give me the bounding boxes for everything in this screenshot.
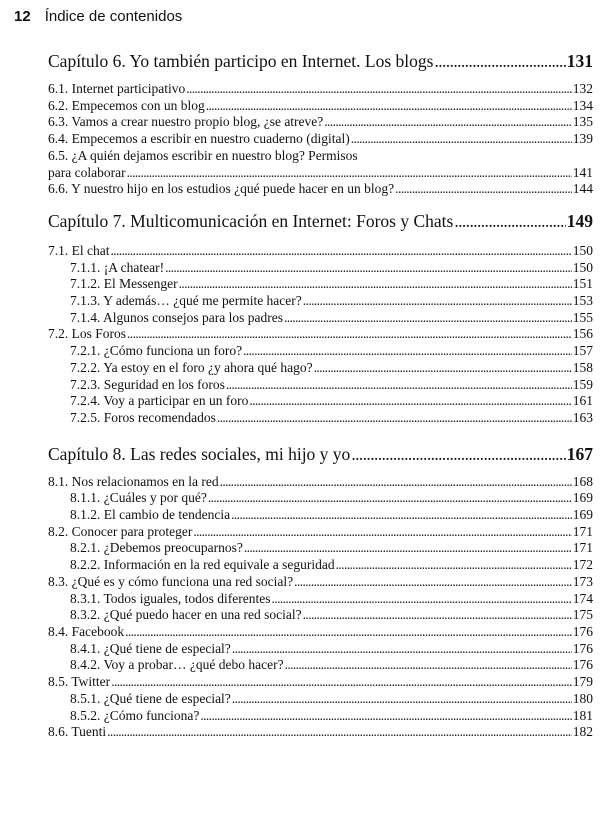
toc-subentry	[48, 343, 593, 360]
chapter-page: 149	[566, 210, 593, 231]
toc-subentry	[48, 708, 593, 725]
toc-entry-multiline	[48, 148, 593, 181]
entry-title: 7.1.2. El Messenger	[70, 276, 178, 292]
toc-subentry	[48, 260, 593, 277]
entry-page: 156	[572, 326, 593, 342]
dot-leader	[249, 393, 571, 410]
toc-entry	[48, 243, 593, 260]
running-header	[14, 8, 182, 32]
dot-leader	[324, 114, 571, 131]
toc-entry	[48, 624, 593, 641]
entry-page: 158	[572, 359, 593, 375]
entry-title: 8.5.1. ¿Qué tiene de especial?	[70, 690, 231, 706]
dot-leader	[110, 243, 571, 260]
entry-title: 7.1.1. ¡A chatear!	[70, 259, 165, 275]
toc-subentry	[48, 377, 593, 394]
entry-title: 7.2.3. Seguridad en los foros	[70, 376, 225, 392]
toc-entry	[48, 81, 593, 98]
entry-page: 176	[572, 657, 593, 673]
entry-title: 8.1.2. El cambio de tendencia	[70, 507, 231, 523]
toc-entry	[48, 98, 593, 115]
entry-title: 8.3.1. Todos iguales, todos diferentes	[70, 590, 271, 606]
chapter-heading	[48, 443, 593, 465]
toc-subentry	[48, 691, 593, 708]
entry-title: 7.2.5. Foros recomendados	[70, 409, 216, 425]
dot-leader	[434, 50, 565, 72]
entry-page: 182	[572, 724, 593, 740]
entry-page: 176	[572, 640, 593, 656]
entry-page: 179	[572, 674, 593, 690]
toc-subentry	[48, 641, 593, 658]
entry-page: 169	[572, 507, 593, 523]
toc-entry	[48, 114, 593, 131]
page-number: 12	[14, 8, 31, 25]
entry-page: 150	[572, 259, 593, 275]
dot-leader	[127, 326, 572, 343]
entry-title: 8.5. Twitter	[48, 674, 111, 690]
dot-leader	[244, 540, 572, 557]
toc-subentry	[48, 557, 593, 574]
entry-page: 151	[572, 276, 593, 292]
entry-page: 176	[572, 623, 593, 639]
toc-entry	[48, 674, 593, 691]
dot-leader	[200, 708, 571, 725]
entry-continuation	[48, 165, 593, 182]
entry-page: 141	[572, 164, 593, 180]
toc-subentry	[48, 490, 593, 507]
entry-title: 7.1. El chat	[48, 242, 110, 258]
entry-title: 6.6. Y nuestro hijo en los estudios ¿qué puede hacer en un blog?	[48, 181, 395, 197]
toc-entry	[48, 474, 593, 491]
dot-leader	[217, 410, 572, 427]
dot-leader	[314, 360, 572, 377]
dot-leader	[284, 310, 572, 327]
dot-leader	[454, 210, 565, 232]
entry-page: 173	[572, 573, 593, 589]
entry-title: 8.4.2. Voy a probar… ¿qué debo hacer?	[70, 657, 284, 673]
toc-subentry	[48, 540, 593, 557]
entry-title: 6.2. Empecemos con un blog	[48, 97, 205, 113]
chapter-title: Capítulo 7. Multicomunicación en Internet: Foros y Chats	[48, 210, 454, 231]
chapter-title: Capítulo 6. Yo también participo en Internet. Los blogs	[48, 51, 434, 71]
entry-page: 181	[572, 707, 593, 723]
entry-title-continuation: para colaborar	[48, 164, 126, 180]
entry-page: 171	[572, 523, 593, 539]
entry-page: 168	[572, 473, 593, 489]
entry-page: 171	[572, 540, 593, 556]
dot-leader	[220, 474, 572, 491]
entry-page: 174	[572, 590, 593, 606]
chapter-title: Capítulo 8. Las redes sociales, mi hijo y yo	[48, 443, 351, 464]
toc-entry	[48, 524, 593, 541]
chapter-7-section	[48, 210, 593, 427]
chapter-8-section	[48, 443, 593, 741]
toc-subentry	[48, 310, 593, 327]
dot-leader	[395, 181, 572, 198]
entry-title: 8.2. Conocer para proteger	[48, 523, 193, 539]
toc-subentry	[48, 607, 593, 624]
dot-leader	[231, 507, 572, 524]
entry-title: 7.1.4. Algunos consejos para los padres	[70, 309, 283, 325]
dot-leader	[206, 98, 572, 115]
dot-leader	[294, 574, 572, 591]
dot-leader	[127, 165, 572, 182]
chapter-heading	[48, 50, 593, 72]
dot-leader	[232, 691, 572, 708]
entry-page: 132	[572, 81, 593, 96]
entry-page: 163	[572, 409, 593, 425]
entry-title: 6.1. Internet participativo	[48, 81, 186, 96]
entry-title: 7.2.2. Ya estoy en el foro ¿y ahora qué hago?	[70, 359, 313, 375]
entry-page: 155	[572, 309, 593, 325]
dot-leader	[226, 377, 572, 394]
entry-title: 8.1.1. ¿Cuáles y por qué?	[70, 490, 207, 506]
dot-leader	[165, 260, 572, 277]
entry-title: 7.1.3. Y además… ¿qué me permite hacer?	[70, 293, 302, 309]
dot-leader	[179, 276, 572, 293]
toc-subentry	[48, 657, 593, 674]
dot-leader	[111, 674, 572, 691]
toc-subentry	[48, 276, 593, 293]
toc-subentry	[48, 393, 593, 410]
entry-page: 172	[572, 557, 593, 573]
dot-leader	[193, 524, 571, 541]
dot-leader	[351, 443, 565, 465]
entry-title: 8.1. Nos relacionamos en la red	[48, 473, 219, 489]
entry-title: 7.2.4. Voy a participar en un foro	[70, 393, 249, 409]
entry-title: 8.6. Tuenti	[48, 724, 107, 740]
dot-leader	[125, 624, 572, 641]
entry-page: 135	[572, 114, 593, 130]
toc-entry	[48, 326, 593, 343]
entry-page: 157	[572, 343, 593, 359]
entry-title: 8.4.1. ¿Qué tiene de especial?	[70, 640, 231, 656]
chapter-page: 131	[566, 51, 593, 71]
entry-page: 161	[572, 393, 593, 409]
chapter-6-section	[48, 50, 593, 198]
toc-entry	[48, 131, 593, 148]
toc-entry	[48, 574, 593, 591]
entry-title: 6.5. ¿A quién dejamos escribir en nuestro blog? Permisos	[48, 147, 358, 163]
entry-title: 8.3.2. ¿Qué puedo hacer en una red social?	[70, 607, 302, 623]
toc-subentry	[48, 410, 593, 427]
entry-title: 8.2.1. ¿Debemos preocuparnos?	[70, 540, 243, 556]
entry-title: 8.3. ¿Qué es y cómo funciona una red social?	[48, 573, 294, 589]
entry-page: 150	[572, 242, 593, 258]
dot-leader	[243, 343, 572, 360]
entry-title: 8.4. Facebook	[48, 623, 125, 639]
entry-title: 8.2.2. Información en la red equivale a seguridad	[70, 557, 335, 573]
entry-page: 175	[572, 607, 593, 623]
toc-subentry	[48, 360, 593, 377]
entry-page: 153	[572, 293, 593, 309]
toc-subentry	[48, 591, 593, 608]
entry-title: 8.5.2. ¿Cómo funciona?	[70, 707, 200, 723]
toc-subentry	[48, 293, 593, 310]
running-title: Índice de contenidos	[44, 8, 183, 25]
entry-title: 6.3. Vamos a crear nuestro propio blog, ¿se atreve?	[48, 114, 324, 130]
dot-leader	[208, 490, 572, 507]
dot-leader	[303, 293, 572, 310]
dot-leader	[303, 607, 572, 624]
dot-leader	[232, 641, 572, 658]
entry-page: 180	[572, 690, 593, 706]
entry-page: 159	[572, 376, 593, 392]
dot-leader	[336, 557, 572, 574]
toc-subentry	[48, 507, 593, 524]
dot-leader	[285, 657, 572, 674]
entry-title: 7.2. Los Foros	[48, 326, 127, 342]
dot-leader	[351, 131, 572, 148]
entry-page: 134	[572, 97, 593, 113]
chapter-page: 167	[566, 443, 593, 464]
entry-page: 139	[572, 131, 593, 147]
entry-title: 7.2.1. ¿Cómo funciona un foro?	[70, 343, 243, 359]
dot-leader	[186, 81, 572, 98]
entry-page: 144	[572, 181, 593, 197]
entry-page: 169	[572, 490, 593, 506]
toc-entry	[48, 724, 593, 741]
chapter-heading	[48, 210, 593, 232]
dot-leader	[272, 591, 572, 608]
table-of-contents	[48, 50, 593, 741]
toc-entry	[48, 181, 593, 198]
dot-leader	[107, 724, 572, 741]
entry-title: 6.4. Empecemos a escribir en nuestro cuaderno (digital)	[48, 131, 350, 147]
